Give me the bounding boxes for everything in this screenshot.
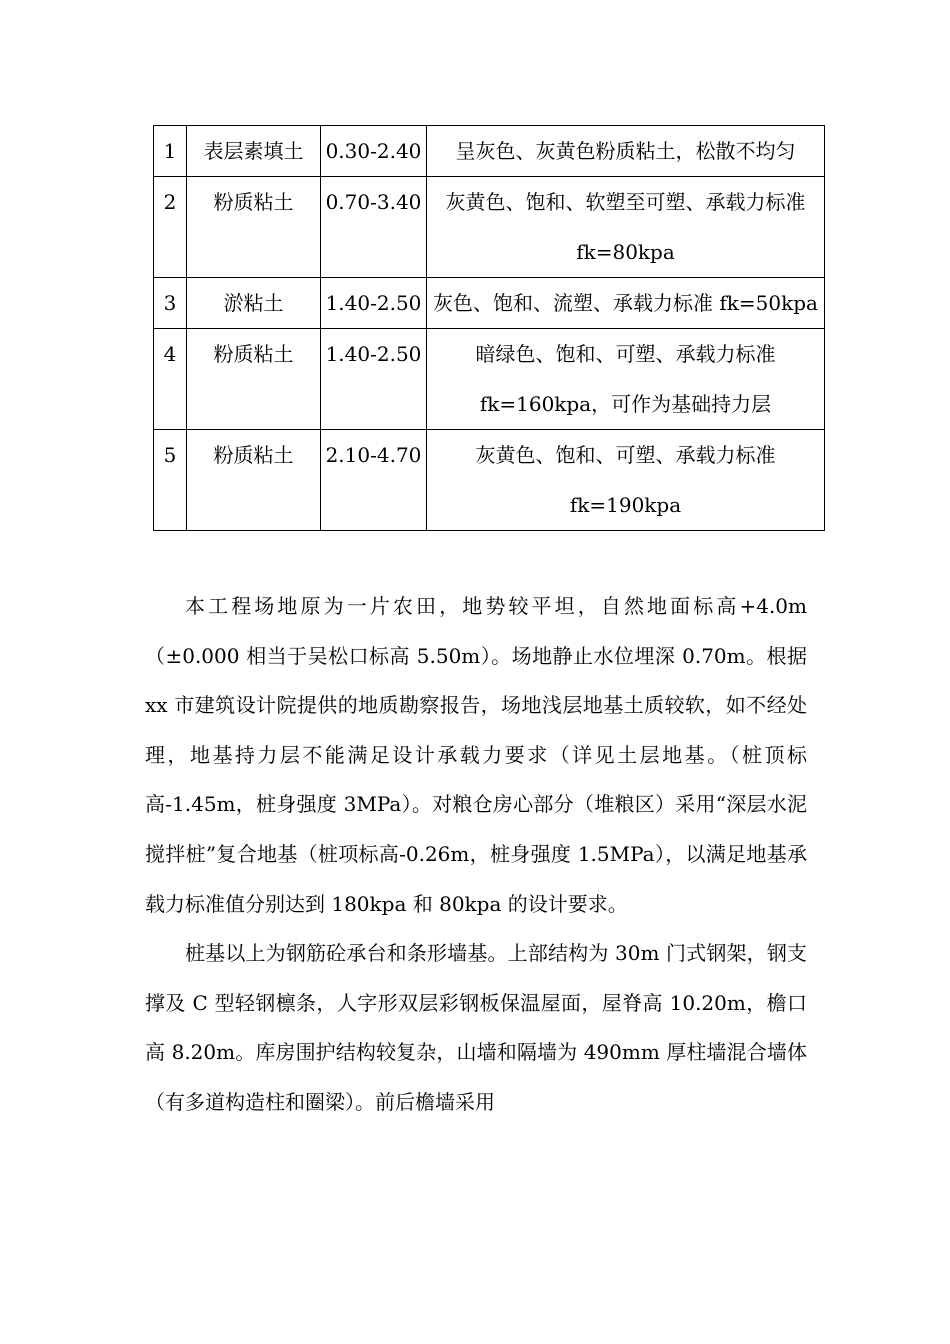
layer-depth: 1.40-2.50 [321, 278, 427, 329]
layer-name: 粉质粘土 [187, 430, 321, 531]
layer-depth: 2.10-4.70 [321, 430, 427, 531]
layer-number: 5 [154, 430, 187, 531]
layer-name: 粉质粘土 [187, 329, 321, 430]
paragraph-structure: 桩基以上为钢筋砼承台和条形墙基。上部结构为 30m 门式钢架，钢支撑及 C 型轻钢檩条，人字形双层彩钢板保温屋面，屋脊高 10.20m，檐口高 8.20m。库房围护结构较复杂，山墙和隔墙为 490mm 厚柱墙混合墙体（有多道构造柱和圈梁）。前后檐墙采用 [145, 941, 807, 1114]
table-row [154, 126, 825, 177]
layer-number: 4 [154, 329, 187, 430]
layer-number: 1 [154, 126, 187, 177]
layer-depth: 0.30-2.40 [321, 126, 427, 177]
layer-depth: 1.40-2.50 [321, 329, 427, 430]
layer-name: 淤粘土 [187, 278, 321, 329]
paragraph-site-conditions: 本工程场地原为一片农田，地势较平坦，自然地面标高+4.0m（±0.000 相当于吴松口标高 5.50m）。场地静止水位埋深 0.70m。根据 xx 市建筑设计院提供的地质勘察报告，场地浅层地基土质较软，如不经处理，地基持力层不能满足设计承载力要求（详见土层地基。（桩顶标高-1.45m，桩身强度 3MPa）。对粮仓房心部分（堆粮区）采用“深层水泥搅拌桩”复合地基（桩项标高-0.26m，桩身强度 1.5MPa），以满足地基承载力标准值分别达到 180kpa 和 80kpa 的设计要求。 [145, 594, 807, 916]
layer-name: 表层素填土 [187, 126, 321, 177]
layer-number: 2 [154, 177, 187, 278]
body-text [145, 582, 807, 1128]
layer-description: 灰黄色、饱和、可塑、承载力标准 fk=190kpa [427, 430, 825, 531]
layer-description: 灰黄色、饱和、软塑至可塑、承载力标准 fk=80kpa [427, 177, 825, 278]
soil-layer-table [153, 125, 825, 531]
table-row [154, 329, 825, 430]
table-row [154, 177, 825, 278]
layer-number: 3 [154, 278, 187, 329]
layer-description: 呈灰色、灰黄色粉质粘土，松散不均匀 [427, 126, 825, 177]
table-row [154, 278, 825, 329]
layer-name: 粉质粘土 [187, 177, 321, 278]
layer-description: 暗绿色、饱和、可塑、承载力标准 fk=160kpa，可作为基础持力层 [427, 329, 825, 430]
layer-description: 灰色、饱和、流塑、承载力标准 fk=50kpa [427, 278, 825, 329]
table-row [154, 430, 825, 531]
layer-depth: 0.70-3.40 [321, 177, 427, 278]
